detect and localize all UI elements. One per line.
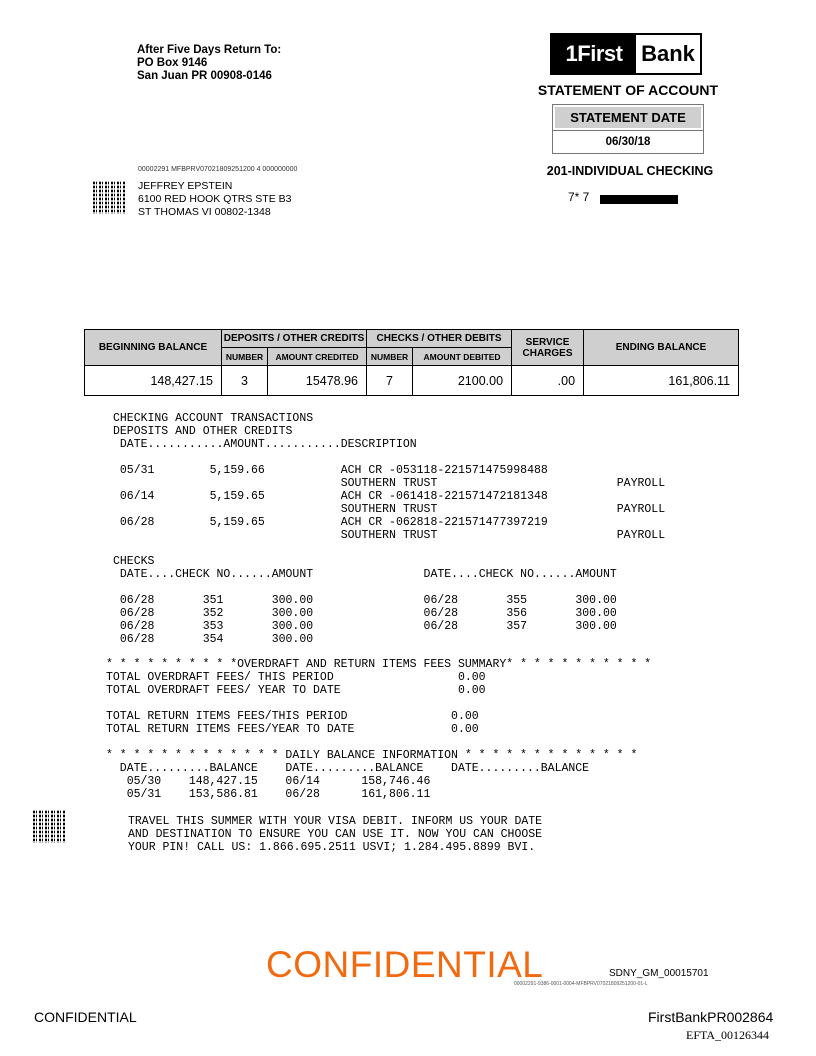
firstbank-logo	[550, 33, 702, 75]
fees-line: TOTAL OVERDRAFT FEES/ YEAR TO DATE 0.00	[106, 684, 486, 697]
customer-name: JEFFREY EPSTEIN	[138, 180, 233, 192]
sdny-small-code: 00002291-9386-0001-0004-MFBPRV07021809251200-01-L	[514, 981, 648, 987]
header-check-number: NUMBER	[367, 348, 413, 366]
transaction-line: DEPOSITS AND OTHER CREDITS	[113, 425, 293, 438]
transaction-line: 05/31 5,159.66 ACH CR -053118-221571475998488	[113, 464, 548, 477]
transaction-line: 06/14 5,159.65 ACH CR -061418-221571472181348	[113, 490, 548, 503]
header-service-charges: SERVICE CHARGES	[512, 330, 584, 366]
customer-address-line-1: 6100 RED HOOK QTRS STE B3	[138, 193, 292, 205]
return-address	[137, 44, 281, 83]
account-type: 201-INDIVIDUAL CHECKING	[546, 164, 714, 178]
transaction-line	[113, 542, 665, 555]
promo-line: AND DESTINATION TO ENSURE YOU CAN USE IT. NOW YOU CAN CHOOSE	[128, 828, 543, 841]
logo-bank: Bank	[641, 41, 695, 66]
efta-id: EFTA_00126344	[686, 1028, 770, 1042]
check-count: 7	[367, 366, 413, 396]
transactions-section	[113, 412, 665, 646]
return-line-1: After Five Days Return To:	[137, 44, 282, 56]
transaction-line	[113, 451, 665, 464]
transaction-line: SOUTHERN TRUST PAYROLL	[113, 477, 666, 490]
return-line-3: San Juan PR 00908-0146	[137, 70, 272, 82]
transaction-line: 06/28 352 300.00 06/28 356 300.00	[113, 607, 617, 620]
promo-line: TRAVEL THIS SUMMER WITH YOUR VISA DEBIT. INFORM US YOUR DATE	[128, 815, 543, 828]
mail-code: 00002291 MFBPRV07021809251200 4 000000000	[138, 166, 298, 173]
fees-line: DATE.........BALANCE DATE.........BALANCE DATE.........BALANCE	[106, 762, 590, 775]
transaction-line: CHECKS	[113, 555, 155, 568]
transaction-line: 06/28 354 300.00	[113, 633, 314, 646]
fees-line: 05/31 153,586.81 06/28 161,806.11	[106, 788, 431, 801]
sdny-bates: SDNY_GM_00015701	[609, 968, 709, 979]
statement-date: 06/30/18	[553, 130, 703, 153]
fees-line: * * * * * * * * * * * * * DAILY BALANCE INFORMATION * * * * * * * * * * * * *	[106, 749, 638, 762]
promo-line: YOUR PIN! CALL US: 1.866.695.2511 USVI; 1.284.495.8899 BVI.	[128, 841, 536, 854]
transaction-line: DATE...........AMOUNT...........DESCRIPTION	[113, 438, 417, 451]
transaction-line: SOUTHERN TRUST PAYROLL	[113, 503, 666, 516]
transaction-line	[113, 581, 665, 594]
fees-line: * * * * * * * * * *OVERDRAFT AND RETURN ITEMS FEES SUMMARY* * * * * * * * * * *	[106, 658, 652, 671]
statement-title: STATEMENT OF ACCOUNT	[537, 82, 719, 98]
ending-balance: 161,806.11	[584, 366, 739, 396]
header-checks: CHECKS / OTHER DEBITS	[367, 330, 512, 348]
barcode-icon	[33, 810, 66, 843]
transaction-line: 06/28 351 300.00 06/28 355 300.00	[113, 594, 617, 607]
service-charges: .00	[512, 366, 584, 396]
header-amount-credited: AMOUNT CREDITED	[268, 348, 367, 366]
statement-date-label: STATEMENT DATE	[553, 105, 703, 130]
logo-first: 1First	[552, 35, 636, 73]
customer-address	[138, 180, 291, 219]
transaction-line: 06/28 5,159.65 ACH CR -062818-221571477397219	[113, 516, 548, 529]
transaction-line: 06/28 353 300.00 06/28 357 300.00	[113, 620, 617, 633]
deposit-amount: 15478.96	[268, 366, 367, 396]
account-number: 7* 7	[568, 190, 590, 204]
confidential-label: CONFIDENTIAL	[34, 1009, 137, 1025]
transaction-line: SOUTHERN TRUST PAYROLL	[113, 529, 666, 542]
firstbank-bates: FirstBankPR002864	[648, 1009, 774, 1025]
fees-line: 05/30 148,427.15 06/14 158,746.46	[106, 775, 431, 788]
barcode-icon	[93, 181, 126, 214]
fees-line: TOTAL RETURN ITEMS FEES/THIS PERIOD 0.00	[106, 710, 479, 723]
fees-line	[106, 736, 651, 749]
transaction-line: CHECKING ACCOUNT TRANSACTIONS	[113, 412, 314, 425]
check-amount: 2100.00	[413, 366, 512, 396]
promo-message	[128, 815, 542, 854]
header-deposits: DEPOSITS / OTHER CREDITS	[222, 330, 367, 348]
deposit-count: 3	[222, 366, 268, 396]
header-beginning-balance: BEGINNING BALANCE	[85, 330, 222, 366]
statement-date-box	[552, 104, 704, 154]
beginning-balance: 148,427.15	[85, 366, 222, 396]
transaction-line: DATE....CHECK NO......AMOUNT DATE....CHECK NO......AMOUNT	[113, 568, 617, 581]
confidential-stamp: CONFIDENTIAL	[266, 944, 544, 985]
redaction-bar	[600, 195, 678, 204]
fees-and-balance-section	[106, 658, 651, 801]
return-line-2: PO Box 9146	[137, 57, 208, 69]
account-summary-table	[84, 329, 739, 396]
header-deposit-number: NUMBER	[222, 348, 268, 366]
fees-line: TOTAL OVERDRAFT FEES/ THIS PERIOD 0.00	[106, 671, 486, 684]
header-ending-balance: ENDING BALANCE	[584, 330, 739, 366]
header-amount-debited: AMOUNT DEBITED	[413, 348, 512, 366]
customer-address-line-2: ST THOMAS VI 00802-1348	[138, 206, 271, 218]
fees-line: TOTAL RETURN ITEMS FEES/YEAR TO DATE 0.00	[106, 723, 479, 736]
fees-line	[106, 697, 651, 710]
